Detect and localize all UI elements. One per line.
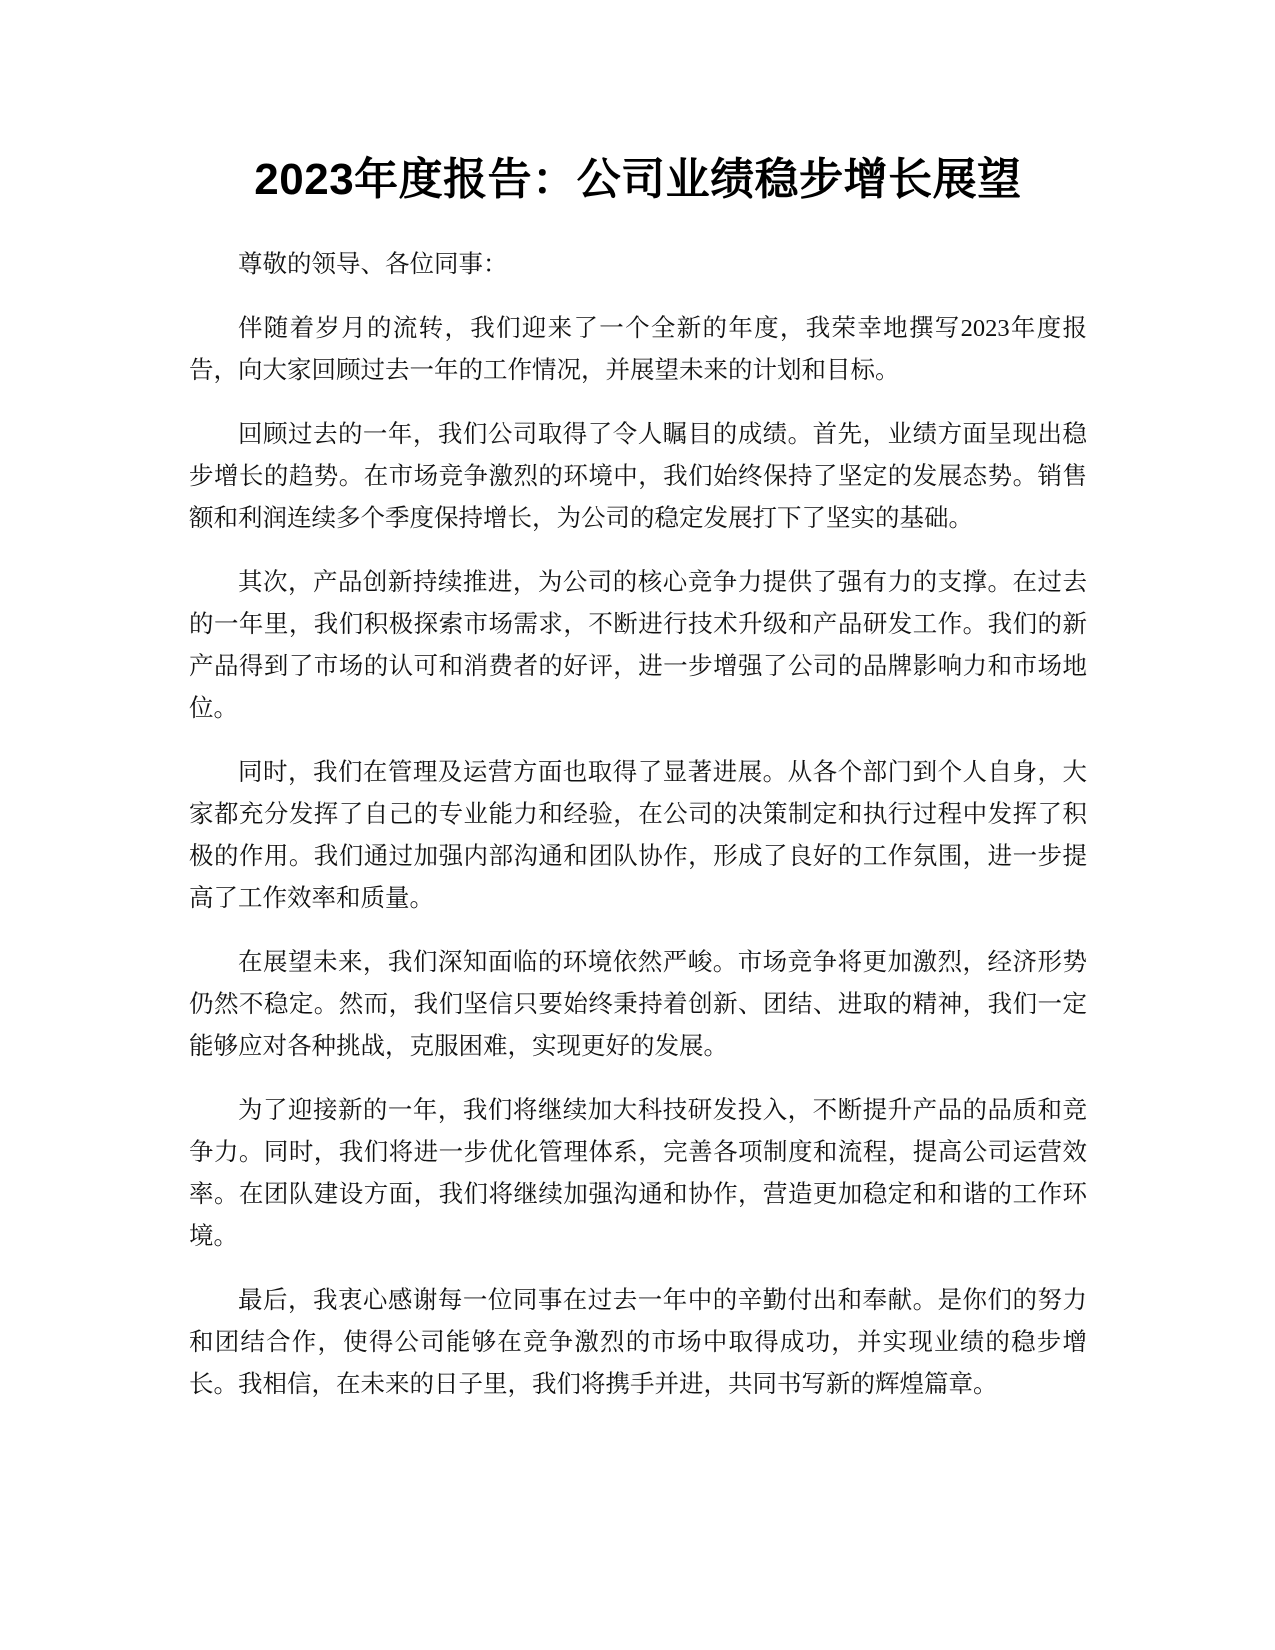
management-paragraph: 同时，我们在管理及运营方面也取得了显著进展。从各个部门到个人自身，大家都充分发挥了自己的专业能力和经验，在公司的决策制定和执行过程中发挥了积极的作用。我们通过加强内部沟通和团队协作，形成了良好的工作氛围，进一步提高了工作效率和质量。	[189, 759, 1087, 912]
closing-paragraph: 最后，我衷心感谢每一位同事在过去一年中的辛勤付出和奉献。是你们的努力和团结合作，使得公司能够在竞争激烈的市场中取得成功，并实现业绩的稳步增长。我相信，在未来的日子里，我们将携手并进，共同书写新的辉煌篇章。	[189, 1287, 1087, 1398]
plan-paragraph: 为了迎接新的一年，我们将继续加大科技研发投入，不断提升产品的品质和竞争力。同时，我们将进一步优化管理体系，完善各项制度和流程，提高公司运营效率。在团队建设方面，我们将继续加强沟通和协作，营造更加稳定和和谐的工作环境。	[189, 1097, 1087, 1250]
document-content	[189, 0, 1087, 1428]
intro-paragraph: 伴随着岁月的流转，我们迎来了一个全新的年度，我荣幸地撰写2023年度报告，向大家回顾过去一年的工作情况，并展望未来的计划和目标。	[189, 315, 1087, 384]
salutation-paragraph: 尊敬的领导、各位同事：	[238, 251, 508, 278]
outlook-paragraph: 在展望未来，我们深知面临的环境依然严峻。市场竞争将更加激烈，经济形势仍然不稳定。然而，我们坚信只要始终秉持着创新、团结、进取的精神，我们一定能够应对各种挑战，克服困难，实现更好的发展。	[189, 949, 1087, 1060]
performance-paragraph: 回顾过去的一年，我们公司取得了令人瞩目的成绩。首先，业绩方面呈现出稳步增长的趋势。在市场竞争激烈的环境中，我们始终保持了坚定的发展态势。销售额和利润连续多个季度保持增长，为公司的稳定发展打下了坚实的基础。	[189, 421, 1087, 532]
innovation-paragraph: 其次，产品创新持续推进，为公司的核心竞争力提供了强有力的支撑。在过去的一年里，我们积极探索市场需求，不断进行技术升级和产品研发工作。我们的新产品得到了市场的认可和消费者的好评，进一步增强了公司的品牌影响力和市场地位。	[189, 569, 1087, 722]
document-body	[189, 244, 1087, 1406]
document-title: 2023年度报告：公司业绩稳步增长展望	[254, 155, 1022, 204]
